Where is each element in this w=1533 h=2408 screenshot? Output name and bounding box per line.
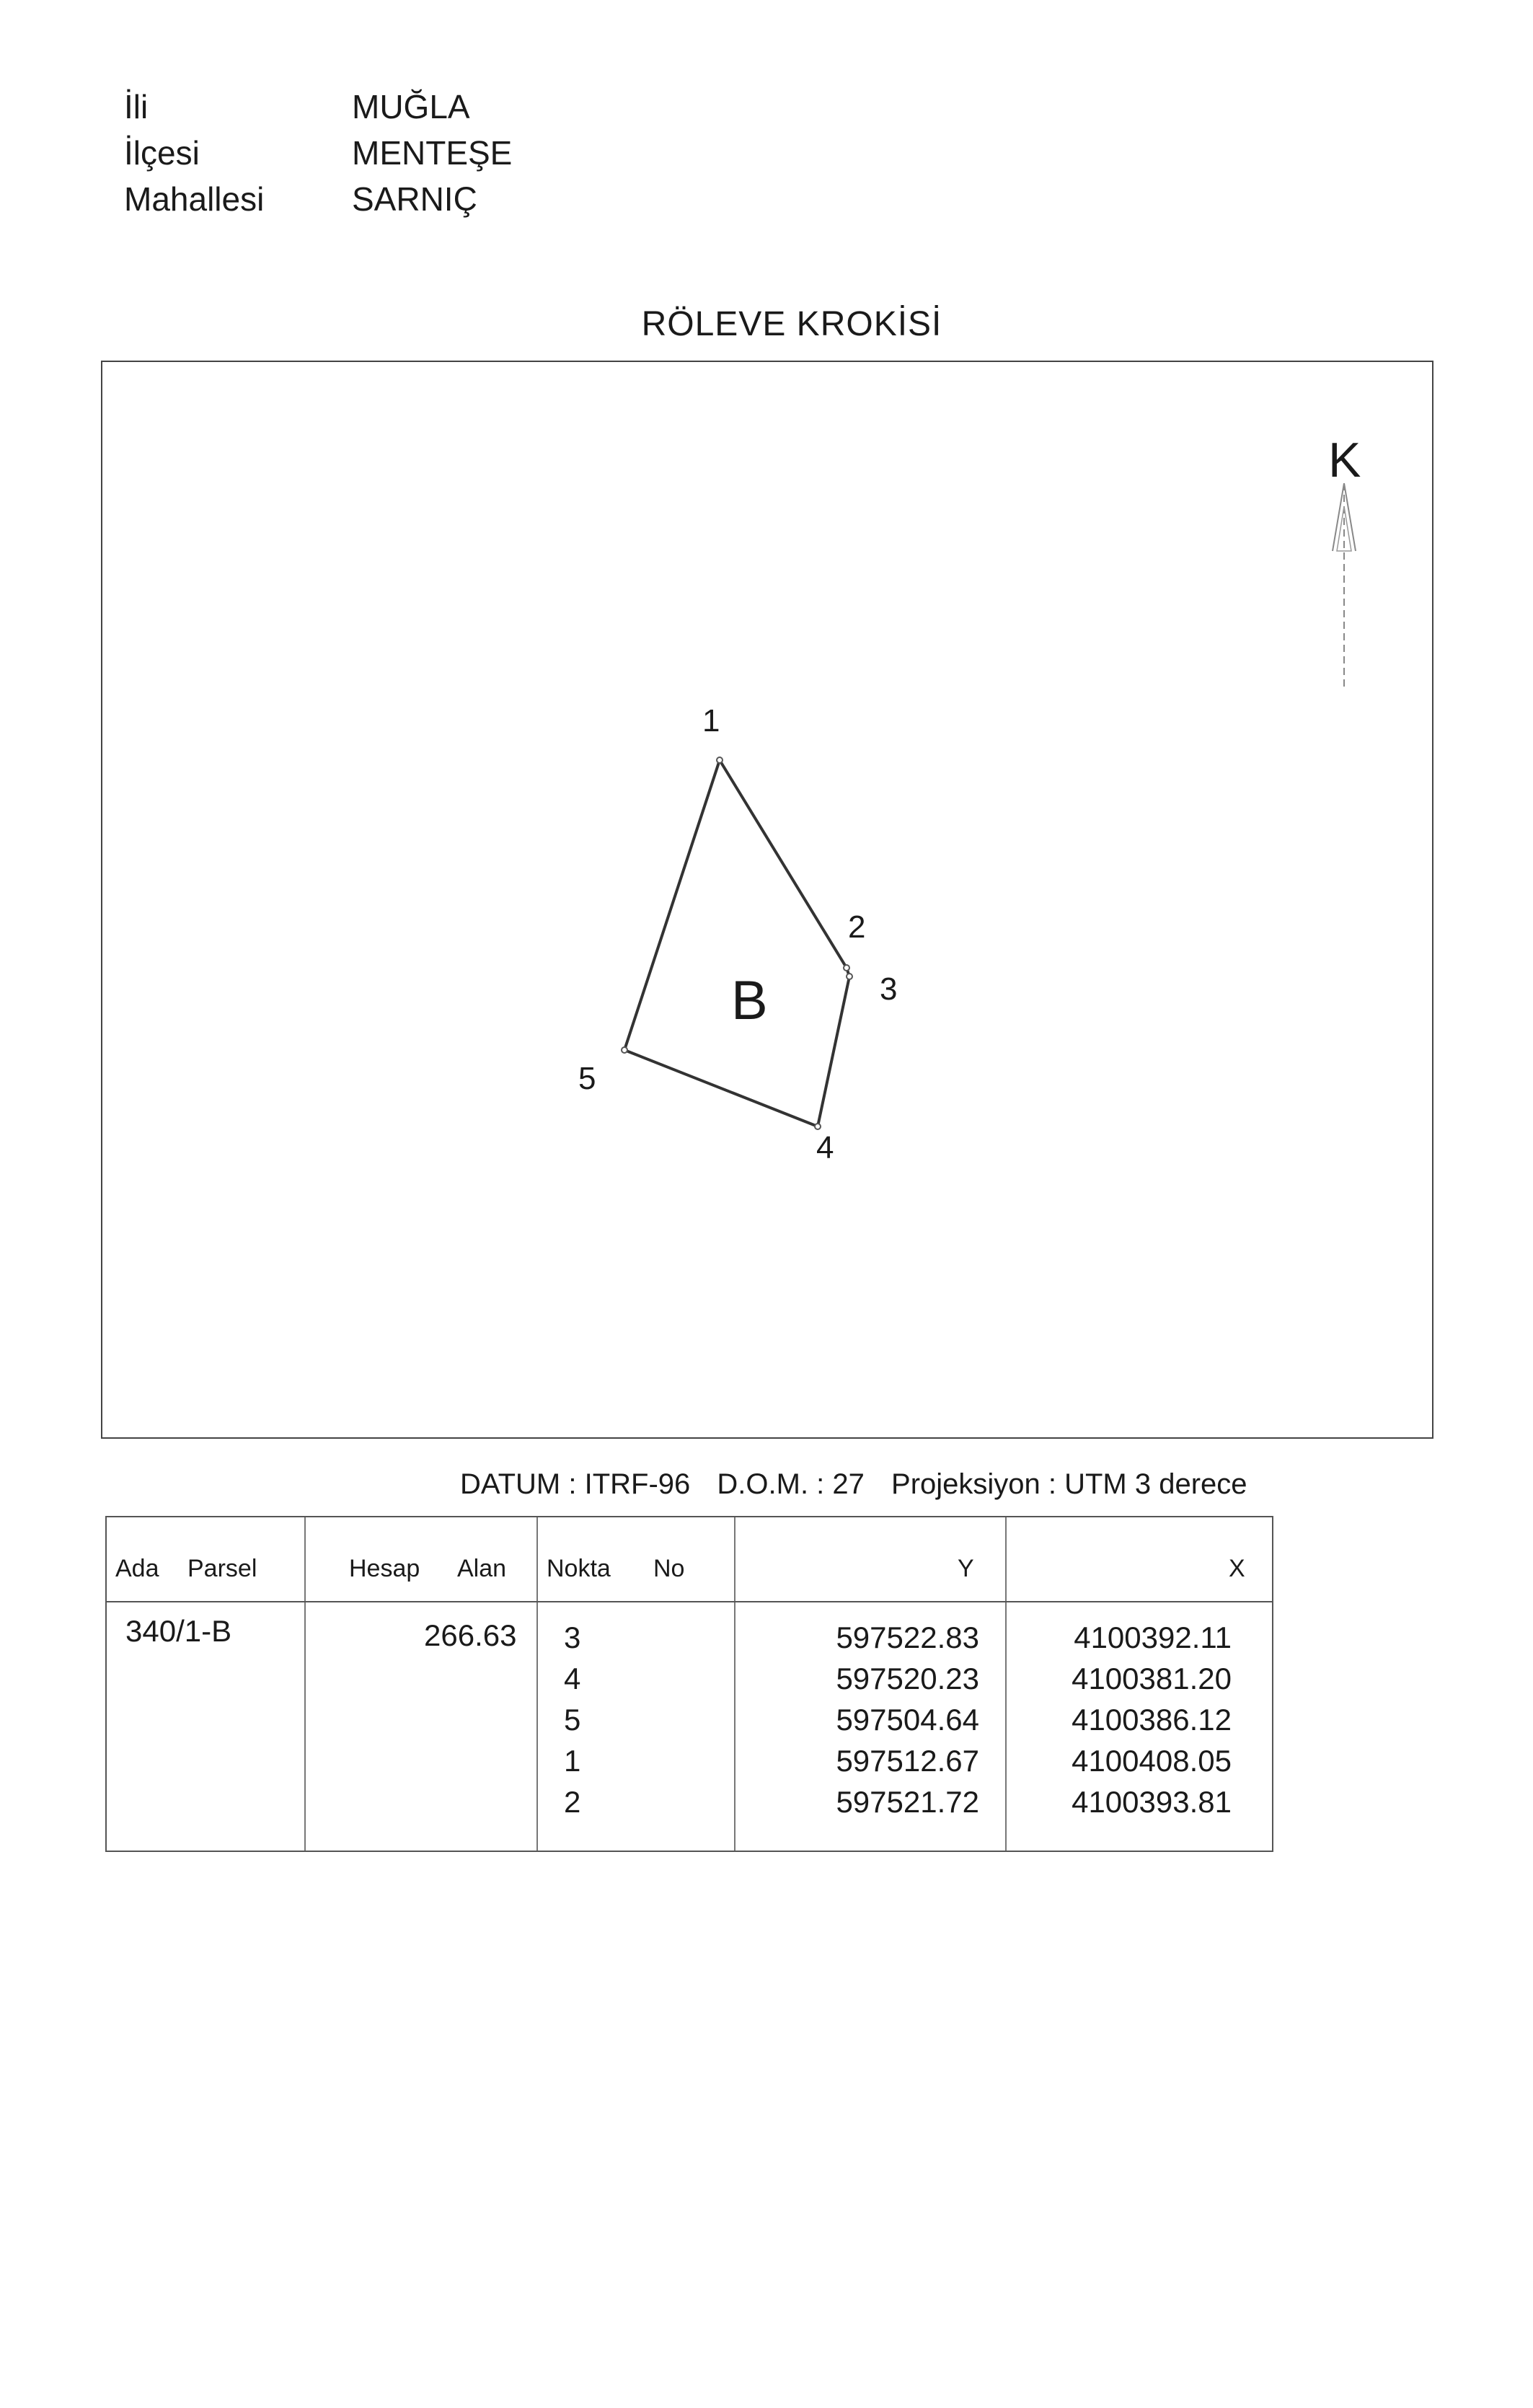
parcel-polygon (624, 760, 849, 1126)
y-cell: 597512.67 (836, 1744, 979, 1778)
mahalle-label: Mahallesi (124, 180, 265, 218)
header-alan: Alan (457, 1555, 507, 1582)
header-no: No (653, 1555, 685, 1582)
datum-text: DATUM : ITRF-96 (460, 1468, 691, 1500)
point-marker-1 (717, 757, 723, 763)
point-label-5: 5 (578, 1061, 596, 1096)
point-marker-5 (622, 1047, 627, 1053)
ilce-label: İlçesi (124, 134, 200, 172)
point-label-3: 3 (880, 971, 898, 1007)
x-cell: 4100408.05 (1072, 1744, 1232, 1778)
y-cell: 597520.23 (836, 1662, 979, 1695)
ada-parsel-value: 340/1-B (125, 1614, 232, 1648)
header-parsel: Parsel (187, 1555, 257, 1582)
x-column (1044, 1617, 1232, 1822)
coordinate-table (105, 1516, 1273, 1852)
nokta-column (564, 1617, 580, 1822)
x-cell: 4100392.11 (1074, 1620, 1232, 1654)
y-cell: 597522.83 (836, 1620, 979, 1654)
x-cell: 4100393.81 (1072, 1785, 1232, 1819)
ilce-value: MENTEŞE (352, 134, 513, 172)
projection-text: Projeksiyon : UTM 3 derece (891, 1468, 1247, 1500)
nokta-no-cell: 5 (564, 1703, 581, 1737)
alan-value: 266.63 (424, 1618, 517, 1652)
nokta-no-cell: 4 (564, 1662, 581, 1695)
mahalle-value: SARNIÇ (352, 180, 477, 218)
header-y: Y (958, 1555, 974, 1582)
y-cell: 597521.72 (836, 1785, 979, 1819)
point-marker-4 (815, 1124, 821, 1129)
dom-text: D.O.M. : 27 (717, 1468, 865, 1500)
parcel-label: B (731, 970, 768, 1031)
datum-line (460, 1468, 1266, 1501)
north-arrow-icon (1333, 483, 1356, 687)
point-label-4: 4 (816, 1130, 834, 1165)
header-x: X (1229, 1555, 1245, 1582)
il-value: MUĞLA (352, 88, 470, 125)
y-column (813, 1617, 979, 1822)
sketch-frame (101, 361, 1433, 1439)
parcel-sketch (102, 362, 1432, 1437)
x-cell: 4100386.12 (1072, 1703, 1232, 1737)
point-marker-2 (844, 965, 849, 971)
point-label-2: 2 (848, 909, 866, 945)
il-label: İli (124, 88, 149, 125)
header-ada: Ada (115, 1555, 159, 1582)
nokta-no-cell: 2 (564, 1785, 581, 1819)
header-nokta: Nokta (547, 1555, 611, 1582)
nokta-no-cell: 1 (564, 1744, 581, 1778)
north-label: K (1328, 433, 1361, 488)
point-marker-3 (847, 974, 852, 979)
header-hesap: Hesap (349, 1555, 420, 1582)
sketch-title: RÖLEVE KROKİSİ (641, 305, 942, 343)
x-cell: 4100381.20 (1072, 1662, 1232, 1695)
point-label-1: 1 (702, 703, 720, 738)
y-cell: 597504.64 (836, 1703, 979, 1737)
nokta-no-cell: 3 (564, 1620, 581, 1654)
